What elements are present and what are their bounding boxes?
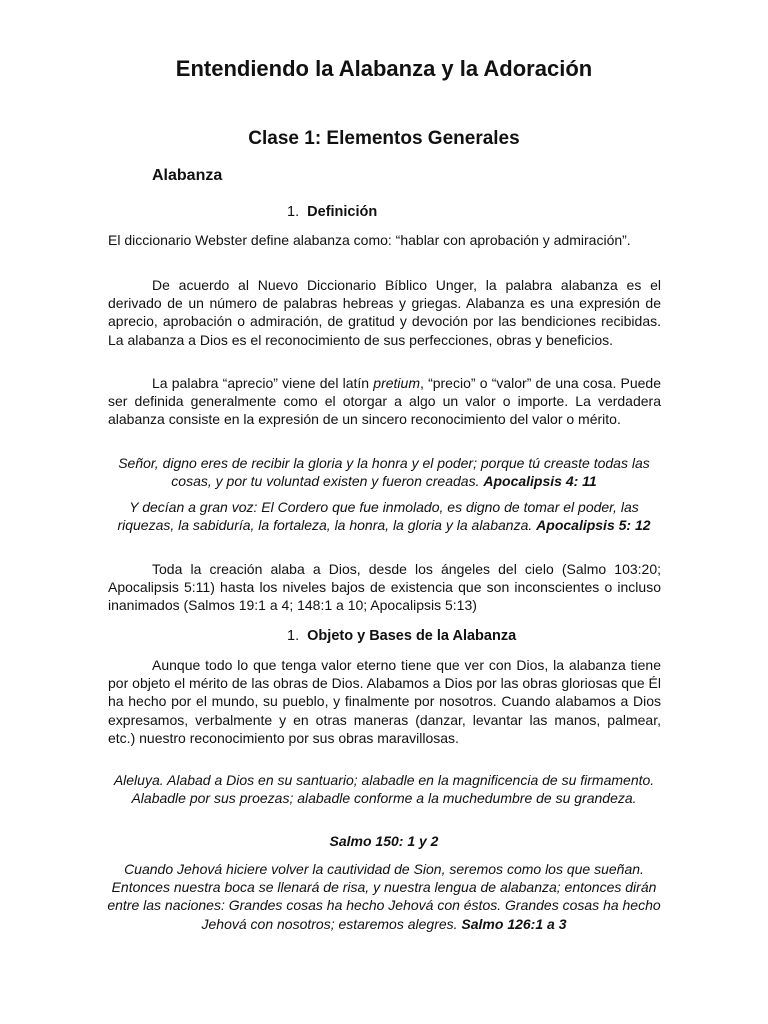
p3-latin-term: pretium: [373, 375, 420, 391]
scripture-reference: Apocalipsis 4: 11: [483, 473, 597, 490]
objeto-heading-text: Objeto y Bases de la Alabanza: [307, 628, 517, 644]
definicion-paragraph-1: El diccionario Webster define alabanza como: “hablar con aprobación y admiración”.: [108, 232, 631, 248]
p3-text-start: La palabra “aprecio” viene del latín: [152, 375, 374, 391]
scripture-reference: Apocalipsis 5: 12: [536, 517, 651, 534]
scripture-reference-salmo-150: Salmo 150: 1 y 2: [329, 833, 439, 849]
definicion-paragraph-4: Toda la creación alaba a Dios, desde los ángeles del cielo (Salmo 103:20; Apocalipsis 5:11) hasta los niveles bajos de existencia que son inconscientes o incluso inanimados (Salmos 19:1 a 4; 148:1 a 10; Apocalipsis 5:13): [108, 561, 661, 614]
definicion-paragraph-3: [108, 374, 661, 429]
p3-text-end: , “precio” o “valor” de una cosa. Puede ser definida generalmente como el otorgar a algo un valor o importe. La verdadera alabanza consiste en la expresión de un sincero reconocimiento del valor o mérito.: [108, 375, 662, 428]
section-title: Alabanza: [152, 167, 223, 184]
scripture-quote-apocalipsis-4: [106, 454, 662, 490]
objeto-heading: [287, 628, 516, 644]
scripture-quote-salmo-150: Aleluya. Alabad a Dios en su santuario; alabadle en la magnificencia de su firmamento. Alabadle por sus proezas; alabadle conforme a la muchedumbre de su grandeza.: [113, 772, 655, 807]
scripture-quote-salmo-126: [106, 860, 662, 933]
definicion-number: 1.: [287, 204, 300, 220]
scripture-reference: Salmo 126:1 a 3: [461, 915, 567, 932]
scripture-quote-apocalipsis-5: [106, 498, 662, 534]
quote-text: Cuando Jehová hiciere volver la cautividad de Sion, seremos como los que sueñan. Entonces nuestra boca se llenará de risa, y nuestra lengua de alabanza; entonces dirán entre las naciones: Grandes cosas ha hecho Jehová con éstos. Grandes cosas ha hecho Jehová con nosotros; estaremos alegres.: [107, 861, 661, 932]
class-title: Clase 1: Elementos Generales: [248, 128, 520, 149]
definicion-heading: [287, 204, 377, 220]
objeto-number: 1.: [287, 628, 300, 644]
document-title: Entendiendo la Alabanza y la Adoración: [175, 56, 593, 81]
quote-text: Y decían a gran voz: El Cordero que fue inmolado, es digno de tomar el poder, las riquezas, la sabiduría, la fortaleza, la honra, la gloria y la alabanza.: [117, 499, 639, 534]
definicion-paragraph-2: De acuerdo al Nuevo Diccionario Bíblico Unger, la palabra alabanza es el derivado de un número de palabras hebreas y griegas. Alabanza es una expresión de aprecio, aprobación o admiración, de gratitud y devoción por las bendiciones recibidas. La alabanza a Dios es el reconocimiento de sus perfecciones, obras y beneficios.: [108, 277, 661, 348]
quote-text: Señor, digno eres de recibir la gloria y la honra y el poder; porque tú creaste todas las cosas, y por tu voluntad existen y fueron creadas.: [118, 455, 650, 490]
objeto-paragraph-1: Aunque todo lo que tenga valor eterno tiene que ver con Dios, la alabanza tiene por objeto el mérito de las obras de Dios. Alabamos a Dios por las obras gloriosas que Él ha hecho por el mundo, su pueblo, y finalmente por nosotros. Cuando alabamos a Dios expresamos, verbalmente y en otras maneras (danzar, levantar las manos, palmear, etc.) nuestro reconocimiento por sus obras maravillosas.: [108, 657, 661, 746]
definicion-heading-text: Definición: [307, 204, 378, 220]
